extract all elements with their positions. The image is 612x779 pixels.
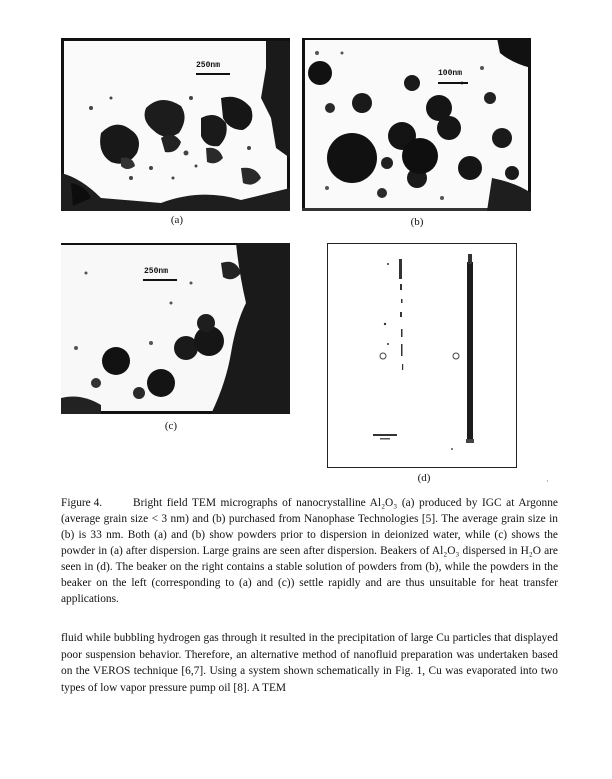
scale-bar-b [438,82,468,84]
panel-label-b: (b) [410,216,424,228]
micrograph-b [302,38,531,211]
scale-bar-a [196,73,230,75]
caption-text: Bright field TEM micrographs of nanocrystalline Al₂O₃ (a) produced by IGC at Argonne (average grain size < 3 nm) and (b) purchased from Nanophase Technologies [5]. The average grain size in (b) is 33 nm. Both (a) and (b) show powders prior to dispersion in deionized water, while (c) shows the powder in (a) after dispersion. Large grains are seen after dispersion. Beakers of Al₂O₃ dispersed in H₂O are seen in (d). The beaker on the right contains a stable solution of powders from (b), while the powders in the beaker on the left (corresponding to (a) and (c)) settle rapidly and are thus unsuitable for heat transfer applications. [61,497,558,605]
dot-mark: · [546,476,549,486]
figure-caption [61,495,558,607]
beaker-photo-d [327,243,517,468]
micrograph-c [61,243,290,414]
scale-bar-c [143,279,177,281]
micrograph-a [61,38,290,211]
scale-label-a: 250nm [196,61,221,70]
figure-number: Figure 4. [61,497,103,509]
scale-label-b: 100nm [438,69,463,78]
scale-label-c: 250nm [144,267,169,276]
body-paragraph: fluid while bubbling hydrogen gas through it resulted in the precipitation of large Cu particles that displayed poor suspension behavior. Therefore, an alternative method of nanofluid preparation was undertaken based on the VEROS technique [6,7]. Using a system shown schematically in Fig. 1, Cu was evaporated into two types of low vapor pressure pump oil [8]. A TEM [61,632,558,694]
panel-label-a: (a) [170,214,184,226]
panel-label-c: (c) [164,420,178,432]
panel-label-d: (d) [417,472,431,484]
